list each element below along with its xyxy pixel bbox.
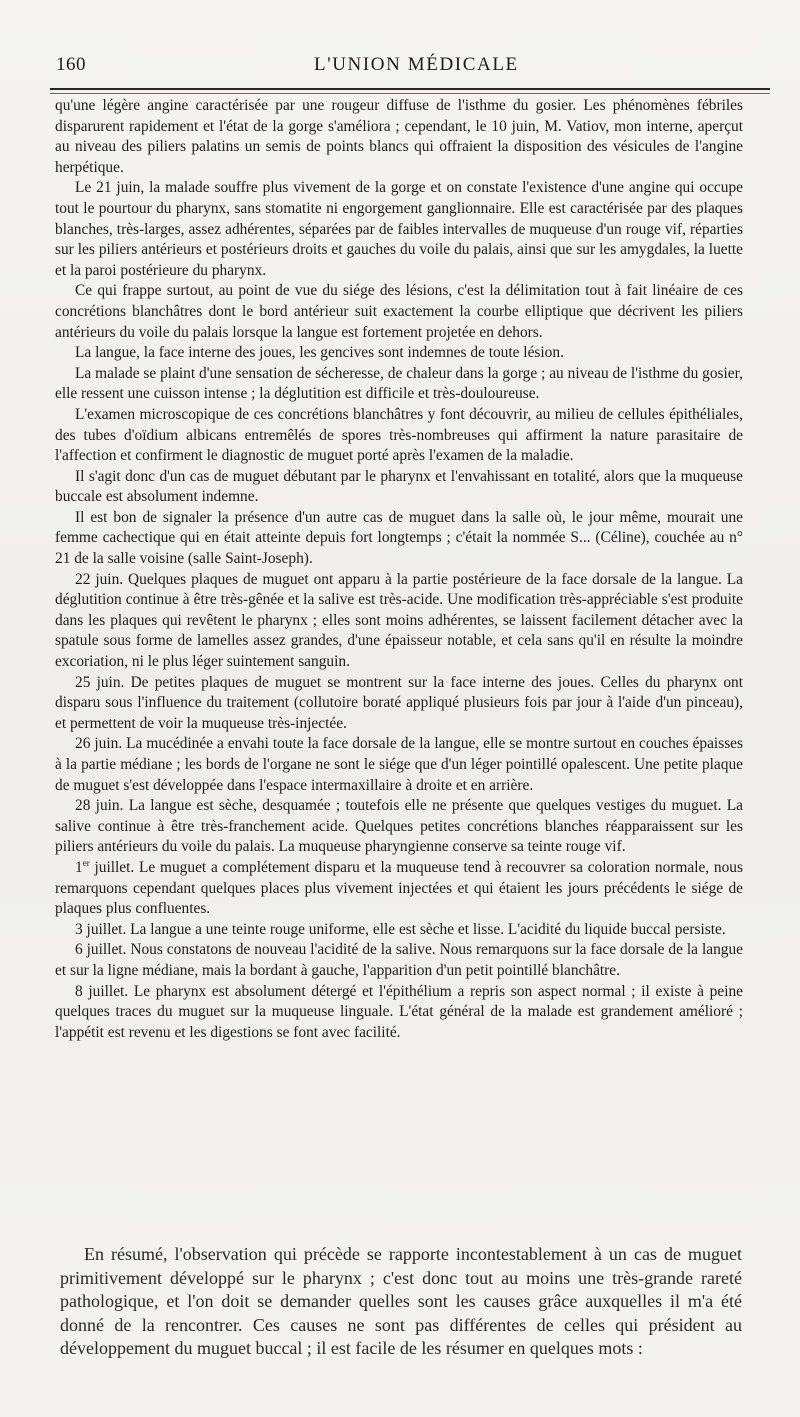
page-number: 160 bbox=[56, 54, 86, 75]
paragraph-other-case: Il est bon de signaler la présence d'un autre cas de muguet dans la salle où, le jour même, mourait une femme cachectique qui en était atteinte depuis fort longtemps ; c'était la nommée S... (Céline), couchée au n° 21 de la salle voisine (salle Saint-Joseph). bbox=[55, 508, 743, 568]
paragraph-july-1-text: juillet. Le muguet a complétement disparu et la muqueuse tend à recouvrer sa coloration normale, nous remarquons cependant quelques places plus vivement injectées et qui étaient les jours précédents le siége de plaques plus confluentes. bbox=[55, 858, 743, 918]
date-prefix: 1 bbox=[75, 858, 83, 876]
paragraph-july-6: 6 juillet. Nous constatons de nouveau l'acidité de la salive. Nous remarquons sur la face dorsale de la langue et sur la ligne médiane, mais la bordant à gauche, l'apparition d'un petit pointillé blanchâtre. bbox=[55, 941, 743, 979]
paragraph-continued: qu'une légère angine caractérisée par une rougeur diffuse de l'isthme du gosier. Les phénomènes fébriles disparurent rapidement et l'état de la gorge s'améliora ; cependant, le 10 juin, M. Vatiov, mon interne, aperçut au niveau des piliers palatins un semis de points blancs qui offraient la disposition des vésicules de l'angine herpétique. bbox=[55, 97, 743, 176]
header-rule-thin bbox=[50, 93, 770, 94]
conclusion-section bbox=[60, 1243, 742, 1361]
article-body bbox=[55, 96, 743, 1043]
paragraph-july-8: 8 juillet. Le pharynx est absolument détergé et l'épithélium a repris son aspect normal ; il existe à peine quelques traces du muguet sur la muqueuse linguale. L'état général de la malade est grandement amélioré ; l'appétit est revenu et les digestions se font avec facilité. bbox=[55, 982, 743, 1041]
paragraph-microscopy: L'examen microscopique de ces concrétions blanchâtres y font découvrir, au milieu de cellules épithéliales, des tubes d'oïdium albicans entremêlés de spores très-nombreuses qui affirment la nature parasitaire de l'affection et confirment le diagnostic de muguet porté après l'examen de la maladie. bbox=[55, 405, 743, 465]
paragraph-june-21: Le 21 juin, la malade souffre plus vivement de la gorge et on constate l'existence d'une angine qui occupe tout le pourtour du pharynx, sans stomatite ni engorgement ganglionnaire. Elle est caractérisée par des plaques blanches, très-larges, assez adhérentes, séparées par de faibles intervalles de muqueuse d'un rouge vif, réparties sur les piliers antérieurs et postérieurs droits et gauches du voile du palais, ainsi que sur les amygdales, la luette et la paroi postérieure du pharynx. bbox=[55, 179, 743, 279]
paragraph-june-28: 28 juin. La langue est sèche, desquamée ; toutefois elle ne présente que quelques vestiges du muguet. La salive continue à être très-franchement acide. Quelques petites concrétions blanches réapparaissent sur les piliers antérieurs du voile du palais. La muqueuse pharyngienne conserve sa teinte rouge vif. bbox=[55, 797, 743, 856]
running-title: L'UNION MÉDICALE bbox=[314, 54, 519, 75]
paragraph-july-3: 3 juillet. La langue a une teinte rouge uniforme, elle est sèche et lisse. L'acidité du liquide buccal persiste. bbox=[75, 920, 726, 938]
paragraph-june-22: 22 juin. Quelques plaques de muguet ont apparu à la partie postérieure de la face dorsale de la langue. La déglutition continue à être très-gênée et la salive est très-acide. Une modification très-appréciable s'est produite dans les plaques qui revêtent le pharynx ; elles sont moins adhérentes, se laissent facilement détacher avec la spatule sous forme de lamelles assez grandes, d'une épaisseur notable, et cela sans qu'il en résulte la moindre excoriation, ni le plus léger suintement sanguin. bbox=[55, 570, 743, 671]
page-header bbox=[56, 48, 748, 78]
paragraph-june-26: 26 juin. La mucédinée a envahi toute la face dorsale de la langue, elle se montre surtout en couches épaisses à la partie médiane ; les bords de l'organe ne sont le siége que d'un léger pointillé opalescent. Une petite plaque de muguet s'est développée dans l'espace intermaxillaire à droite et en arrière. bbox=[55, 735, 743, 794]
paragraph-lesion-site: Ce qui frappe surtout, au point de vue du siége des lésions, c'est la délimitation tout à fait linéaire de ces concrétions blanchâtres dont le bord antérieur suit exactement la courbe elliptique que décrivent les piliers antérieurs du voile du palais lorsque la langue est fortement projetée en dehors. bbox=[55, 282, 743, 341]
paragraph-july-1 bbox=[55, 858, 743, 920]
paragraph-june-25: 25 juin. De petites plaques de muguet se montrent sur la face interne des joues. Celles du pharynx ont disparu sous l'influence du traitement (collutoire boraté appliqué plusieurs fois par jour à l'aide d'un pinceau), et permettent de voir la muqueuse très-injectée. bbox=[55, 673, 743, 732]
paragraph-symptoms: La malade se plaint d'une sensation de sécheresse, de chaleur dans la gorge ; au niveau de l'isthme du gosier, elle ressent une cuisson intense ; la déglutition est difficile et très-douloureuse. bbox=[55, 364, 743, 403]
date-superscript: er bbox=[82, 857, 90, 868]
paragraph-diagnosis: Il s'agit donc d'un cas de muguet débutant par le pharynx et l'envahissant en totalité, alors que la muqueuse buccale est absolument indemne. bbox=[55, 467, 743, 506]
paragraph-conclusion: En résumé, l'observation qui précède se rapporte incontestablement à un cas de muguet primitivement développé sur le pharynx ; c'est donc tout au moins une très-grande rareté pathologique, et l'on doit se demander quelles sont les causes grâce auxquelles il m'a été donné de la rencontrer. Ces causes ne sont pas différentes de celles qui président au développement du muguet buccal ; il est facile de les résumer en quelques mots : bbox=[60, 1244, 742, 1359]
header-rule bbox=[50, 88, 770, 90]
paragraph-tongue: La langue, la face interne des joues, les gencives sont indemnes de toute lésion. bbox=[75, 344, 564, 362]
